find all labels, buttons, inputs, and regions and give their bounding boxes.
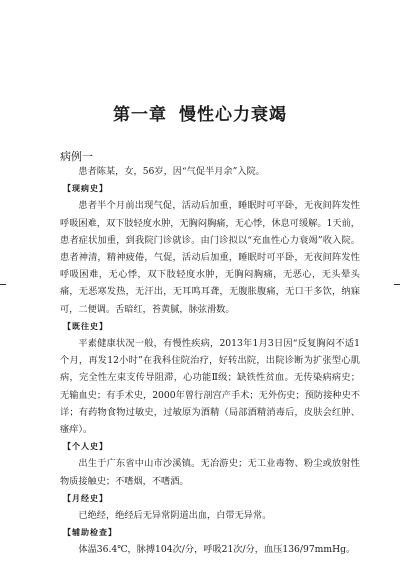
case-title: 病例一 bbox=[60, 150, 93, 163]
section-text: 出生于广东省中山市沙溪镇。无冶游史；无工业毒物、粉尘或放射性物质接触史；不嗜烟，不嗜酒。 bbox=[60, 458, 360, 487]
section-label: 【辅助检查】 bbox=[63, 528, 117, 538]
section-present-illness bbox=[60, 180, 360, 318]
section-auxiliary-exam bbox=[60, 524, 360, 558]
right-margin-mark bbox=[394, 284, 400, 285]
chapter-heading bbox=[0, 100, 400, 125]
section-text: 平素健康状况一般，有慢性疾病，2013年1月3日因“反复胸闷不适1个月，再发12小时”在我科住院治疗，好转出院，出院诊断为扩张型心肌病，完全性左束支传导阻滞，心功能Ⅱ级；缺铁性贫血。无传染病病史；无输血史；有手术史，2000年曾行剖宫产手术；无外伤史；预防接种史不详；有药物食物过敏史，过敏原为酒精（局部酒精消毒后，皮肤会红肿、瘙痒）。 bbox=[60, 338, 360, 436]
chapter-title: 慢性心力衰竭 bbox=[179, 105, 287, 125]
section-menstrual-history bbox=[60, 490, 360, 524]
section-label: 【月经史】 bbox=[63, 493, 108, 503]
section-text: 已绝经，绝经后无异常阴道出血，白带无异常。 bbox=[78, 510, 272, 522]
section-past-history bbox=[60, 318, 360, 438]
case-content bbox=[60, 163, 360, 559]
section-text: 体温36.4℃，脉搏104次/分，呼吸21次/分，血压136/97mmHg。 bbox=[78, 544, 356, 556]
section-label: 【个人史】 bbox=[63, 442, 108, 452]
section-personal-history bbox=[60, 438, 360, 490]
section-label: 【现病史】 bbox=[63, 184, 108, 194]
left-margin-mark bbox=[0, 284, 6, 285]
section-label: 【既往史】 bbox=[63, 321, 108, 331]
case-intro: 患者陈某，女，56岁，因“气促半月余”入院。 bbox=[78, 166, 265, 177]
chapter-number: 第一章 bbox=[113, 105, 167, 125]
section-text: 患者半个月前出现气促，活动后加重，睡眠时可平卧，无夜间阵发性呼吸困难，双下肢轻度水肿，无胸闷胸痛，无心悸，休息可缓解。1天前，患者症状加重，到我院门诊就诊。由门诊拟以“充血性心力衰竭”收入院。患者神清，精神疲倦，气促，活动后加重，睡眠时可平卧，无夜间阵发性呼吸困难，无心悸，双下肢轻度水肿，无胸闷胸痛，无恶心，无头晕头痛，无恶寒发热，无汗出，无耳鸣耳聋，无腹胀腹痛，无口干多饮，纳寐可，二便调。舌暗红，苔黄腻，脉弦滑数。 bbox=[60, 200, 360, 315]
